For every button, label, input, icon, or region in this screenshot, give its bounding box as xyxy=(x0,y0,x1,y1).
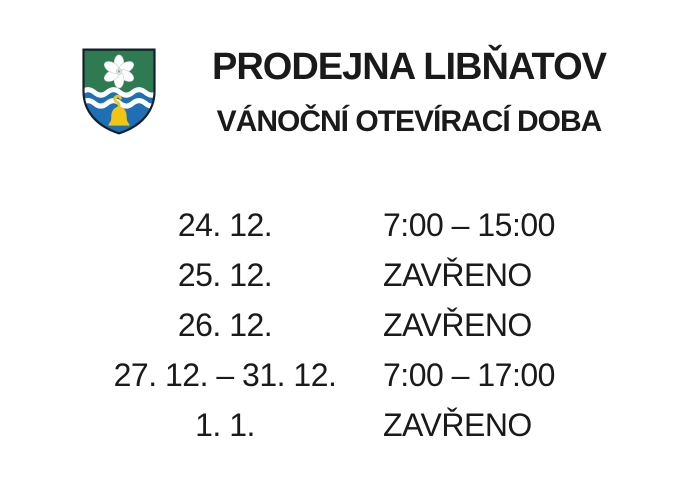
schedule-hours: 7:00 – 17:00 xyxy=(383,357,555,393)
schedule-hours: ZAVŘENO xyxy=(383,307,532,343)
schedule-hours: ZAVŘENO xyxy=(383,257,532,293)
schedule-hours: 7:00 – 15:00 xyxy=(383,207,555,243)
schedule-hours: ZAVŘENO xyxy=(383,407,532,443)
schedule-date: 24. 12. xyxy=(177,207,273,243)
schedule-date: 26. 12. xyxy=(177,307,273,343)
page-title: PRODEJNA LIBŇATOV xyxy=(211,46,606,88)
schedule-date: 25. 12. xyxy=(177,257,273,293)
opening-hours-table xyxy=(85,200,565,450)
wave-stripe-icon xyxy=(82,90,158,95)
schedule-date: 27. 12. – 31. 12. xyxy=(113,357,337,393)
page-subtitle: VÁNOČNÍ OTEVÍRACÍ DOBA xyxy=(216,105,602,138)
schedule-date: 1. 1. xyxy=(195,407,255,443)
